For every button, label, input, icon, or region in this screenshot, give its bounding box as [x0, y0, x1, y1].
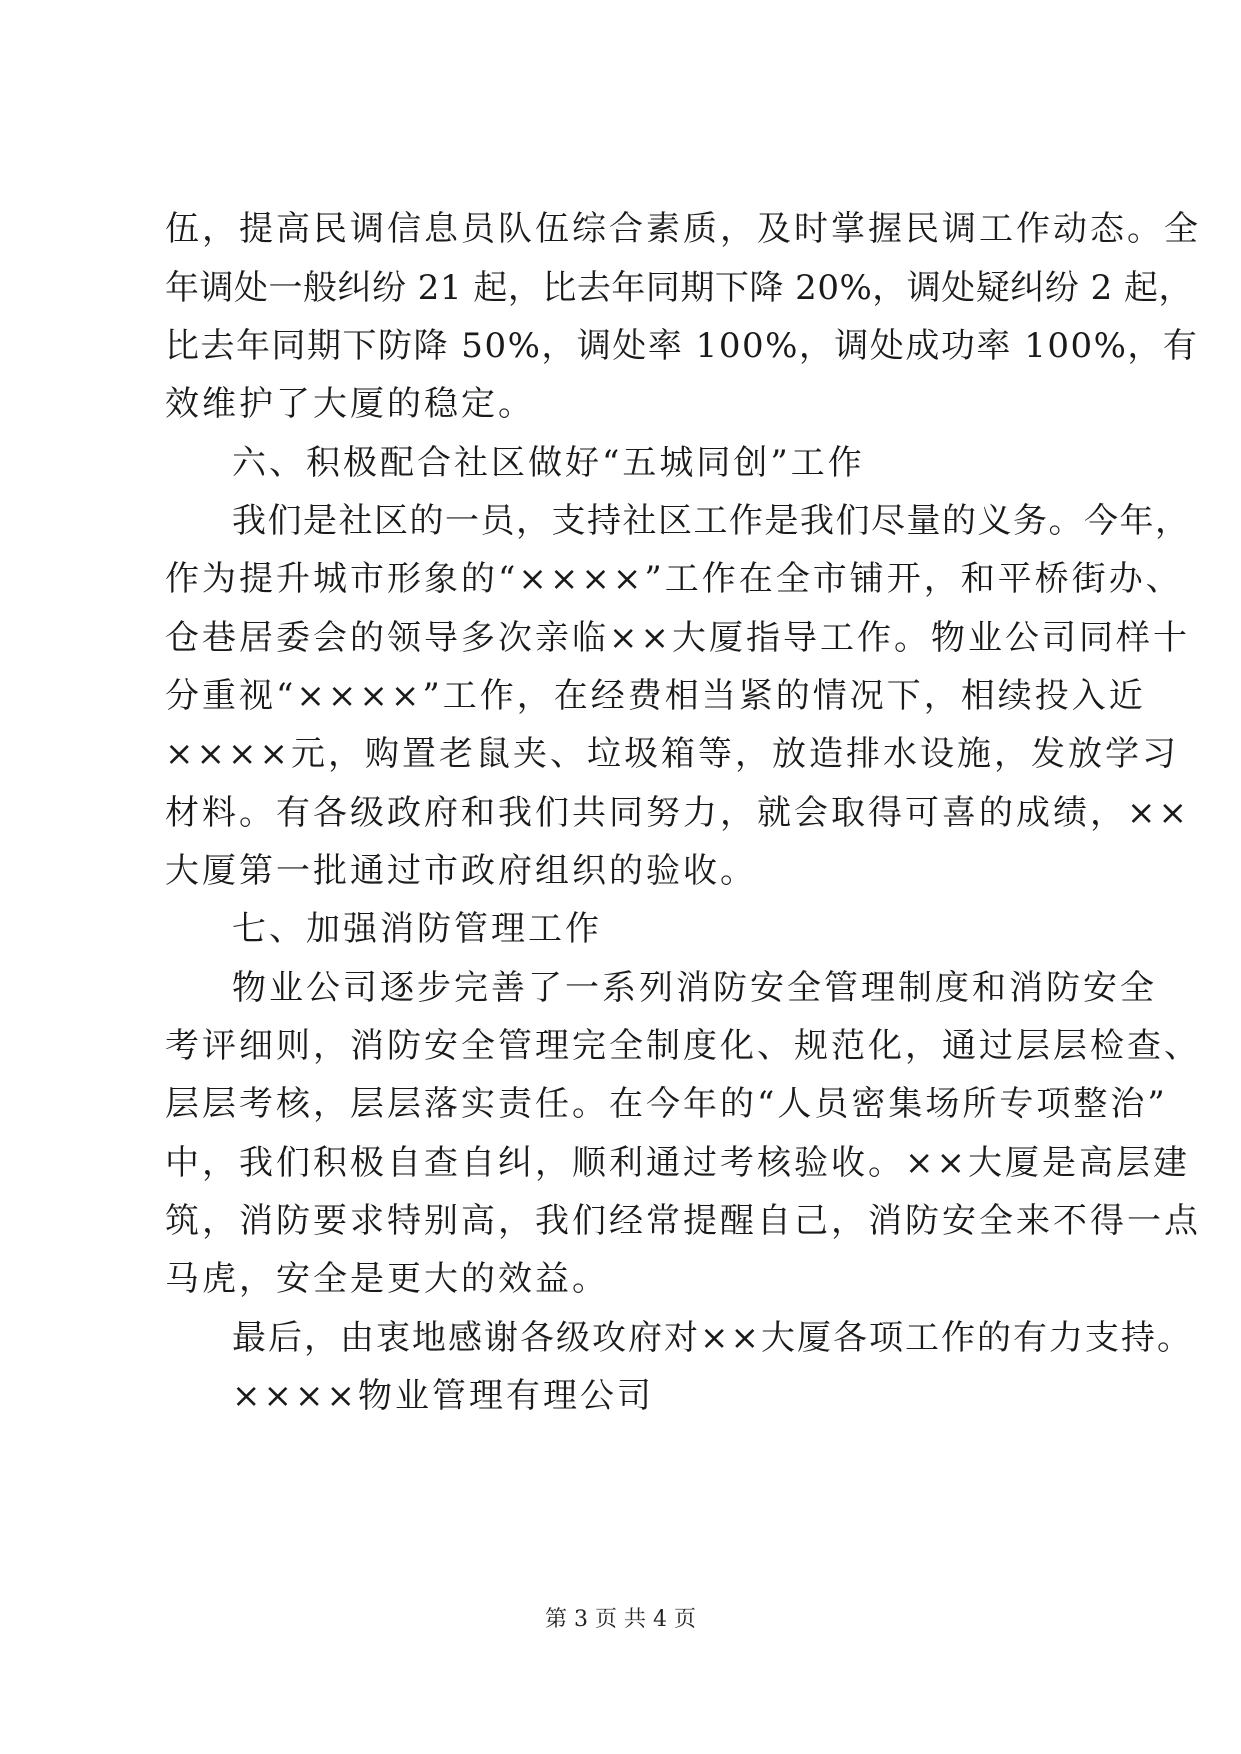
section-heading-6: 六、积极配合社区做好“五城同创”工作 [232, 443, 865, 483]
body-text-line: 作为提升城市形象的“××××”工作在全市铺开，和平桥街办、 [165, 559, 1183, 599]
body-text-line: 仓巷居委会的领导多次亲临××大厦指导工作。物业公司同样十 [165, 618, 1190, 658]
closing-statement: 最后，由衷地感谢各级攻府对××大厦各项工作的有力支持。 [232, 1318, 1193, 1358]
body-text-line: 年调处一般纠纷 21 起，比去年同期下降 20%，调处疑纠纷 2 起， [165, 268, 1194, 308]
body-text-line: 材料。有各级政府和我们共同努力，就会取得可喜的成绩，×× [165, 793, 1190, 833]
section-heading-7: 七、加强消防管理工作 [232, 909, 602, 949]
body-text-line: 分重视“××××”工作，在经费相当紧的情况下，相续投入近 [165, 676, 1146, 716]
body-text-line: 筑，消防要求特别高，我们经常提醒自己，消防安全来不得一点 [165, 1201, 1201, 1241]
body-text-line: 物业公司逐步完善了一系列消防安全管理制度和消防安全 [232, 968, 1157, 1008]
body-text-line: 马虎，安全是更大的效益。 [165, 1259, 609, 1299]
body-text-line: 比去年同期下防降 50%，调处率 100%，调处成功率 100%，有 [165, 326, 1199, 366]
body-text-line: 伍，提高民调信息员队伍综合素质，及时掌握民调工作动态。全 [165, 209, 1201, 249]
body-text-line: 效维护了大厦的稳定。 [165, 384, 535, 424]
body-text-line: 层层考核，层层落实责任。在今年的“人员密集场所专项整治” [165, 1084, 1168, 1124]
page-number-footer: 第 3 页 共 4 页 [545, 1607, 696, 1632]
body-text-line: 大厦第一批通过市政府组织的验收。 [165, 851, 757, 891]
body-text-line: ××××元，购置老鼠夹、垃圾箱等，放造排水设施，发放学习 [165, 734, 1179, 774]
body-text-line: 我们是社区的一员，支持社区工作是我们尽量的义务。今年， [232, 501, 1191, 541]
body-text-line: 考评细则，消防安全管理完全制度化、规范化，通过层层检查、 [165, 1026, 1201, 1066]
company-signature: ××××物业管理有理公司 [232, 1376, 654, 1416]
body-text-line: 中，我们积极自查自纠，顺利通过考核验收。××大厦是高层建 [165, 1143, 1190, 1183]
